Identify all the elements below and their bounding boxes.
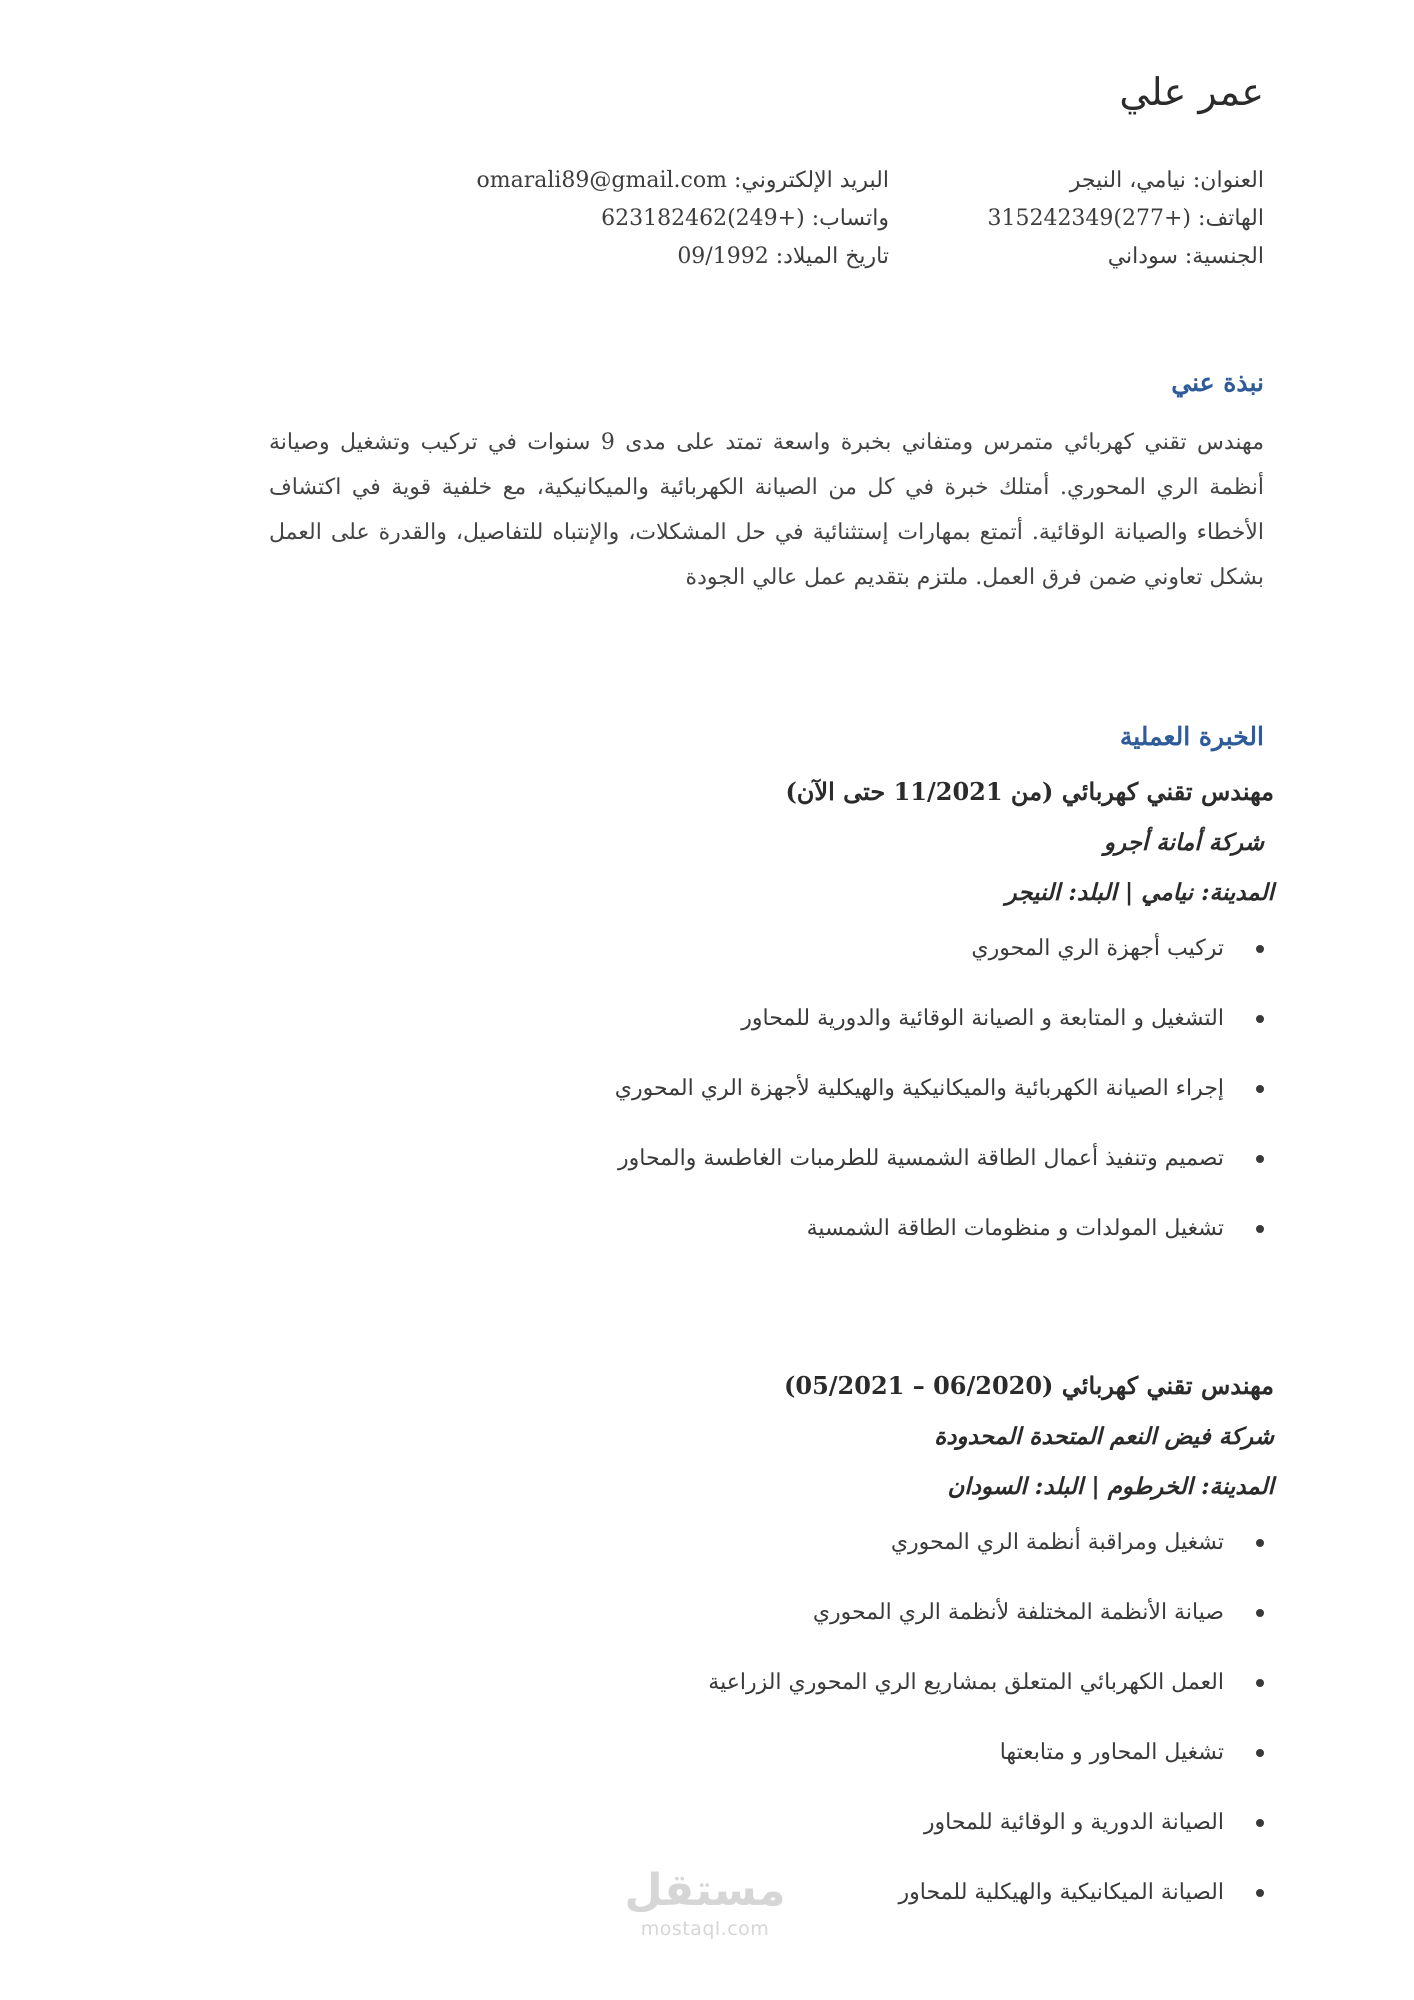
task-item xyxy=(224,1064,1274,1134)
birth-value: 09/1992 xyxy=(677,244,769,269)
job-company: شركة أمانة أجرو xyxy=(1103,829,1264,856)
phone-value: 315242349(277+) xyxy=(987,206,1192,231)
task-text: تشغيل ومراقبة أنظمة الري المحوري xyxy=(890,1530,1224,1555)
task-item xyxy=(224,1658,1274,1728)
task-text: إجراء الصيانة الكهربائية والميكانيكية والهيكلية لأجهزة الري المحوري xyxy=(614,1076,1224,1101)
task-text: تصميم وتنفيذ أعمال الطاقة الشمسية للطرمبات الغاطسة والمحاور xyxy=(618,1146,1224,1171)
bullet-icon xyxy=(1256,1225,1264,1233)
task-text: تشغيل المحاور و متابعتها xyxy=(999,1740,1224,1765)
task-text: تركيب أجهزة الري المحوري xyxy=(971,936,1224,961)
address: العنوان: نيامي، النيجر xyxy=(1069,168,1264,193)
task-item xyxy=(224,1588,1274,1658)
job-location: المدينة: نيامي | البلد: النيجر xyxy=(1005,879,1274,906)
about-section-title: نبذة عني xyxy=(1171,368,1264,397)
mostaql-watermark xyxy=(615,1865,795,1941)
experience-section-title: الخبرة العملية xyxy=(1119,722,1264,751)
whatsapp-label: واتساب: xyxy=(811,206,889,231)
task-text: تشغيل المولدات و منظومات الطاقة الشمسية xyxy=(806,1216,1224,1241)
task-item xyxy=(224,1204,1274,1274)
job-location: المدينة: الخرطوم | البلد: السودان xyxy=(947,1473,1274,1500)
bullet-icon xyxy=(1256,1609,1264,1617)
job-tasks xyxy=(224,924,1274,1274)
task-item xyxy=(224,1518,1274,1588)
birth-date xyxy=(476,238,889,276)
job-company: شركة فيض النعم المتحدة المحدودة xyxy=(934,1423,1274,1450)
bullet-icon xyxy=(1256,1155,1264,1163)
task-item xyxy=(224,924,1274,994)
task-text: صيانة الأنظمة المختلفة لأنظمة الري المحوري xyxy=(812,1600,1224,1625)
bullet-icon xyxy=(1256,1819,1264,1827)
bullet-icon xyxy=(1256,1015,1264,1023)
birth-label: تاريخ الميلاد: xyxy=(775,244,889,269)
task-text: التشغيل و المتابعة و الصيانة الوقائية والدورية للمحاور xyxy=(741,1006,1224,1031)
task-text: العمل الكهربائي المتعلق بمشاريع الري المحوري الزراعية xyxy=(708,1670,1224,1695)
email xyxy=(476,162,889,200)
mostaql-logo-text: مستقل xyxy=(624,1865,786,1916)
task-text: الصيانة الدورية و الوقائية للمحاور xyxy=(923,1810,1224,1835)
phone-label: الهاتف: xyxy=(1198,206,1264,231)
nationality: الجنسية: سوداني xyxy=(1107,244,1264,269)
task-text: الصيانة الميكانيكية والهيكلية للمحاور xyxy=(898,1880,1224,1905)
whatsapp-value: 623182462(249+) xyxy=(601,206,805,231)
job-title: مهندس تقني كهربائي (06/2020 – 05/2021) xyxy=(784,1371,1274,1400)
email-label: البريد الإلكتروني: xyxy=(733,168,889,193)
bullet-icon xyxy=(1256,1539,1264,1547)
task-item xyxy=(224,994,1274,1064)
phone xyxy=(987,200,1264,238)
task-item xyxy=(224,1728,1274,1798)
about-text: مهندس تقني كهربائي متمرس ومتفاني بخبرة واسعة تمتد على مدى 9 سنوات في تركيب وتشغيل وصيانة أنظمة الري المحوري. أمتلك خبرة في كل من الصيانة الكهربائية والميكانيكية، مع خلفية قوية في اكتشاف الأخطاء والصيانة الوقائية. أتمتع بمهارات إستثنائية في حل المشكلات، والإنتباه للتفاصيل، والقدرة على العمل بشكل تعاوني ضمن فرق العمل. ملتزم بتقديم عمل عالي الجودة xyxy=(269,430,1264,590)
contact-column-online xyxy=(476,162,889,276)
bullet-icon xyxy=(1256,1679,1264,1687)
bullet-icon xyxy=(1256,1749,1264,1757)
job-entry xyxy=(224,1360,1274,1938)
bullet-icon xyxy=(1256,945,1264,953)
mostaql-site-text: mostaql.com xyxy=(640,1918,770,1940)
job-entry xyxy=(224,766,1274,1274)
email-value[interactable]: omarali89@gmail.com xyxy=(476,168,727,193)
whatsapp xyxy=(476,200,889,238)
task-item xyxy=(224,1134,1274,1204)
person-name: عمر علي xyxy=(1119,70,1264,114)
task-item xyxy=(224,1798,1274,1868)
job-title: مهندس تقني كهربائي (من 11/2021 حتى الآن) xyxy=(785,777,1274,806)
bullet-icon xyxy=(1256,1085,1264,1093)
contact-column-personal xyxy=(987,162,1264,276)
bullet-icon xyxy=(1256,1889,1264,1897)
